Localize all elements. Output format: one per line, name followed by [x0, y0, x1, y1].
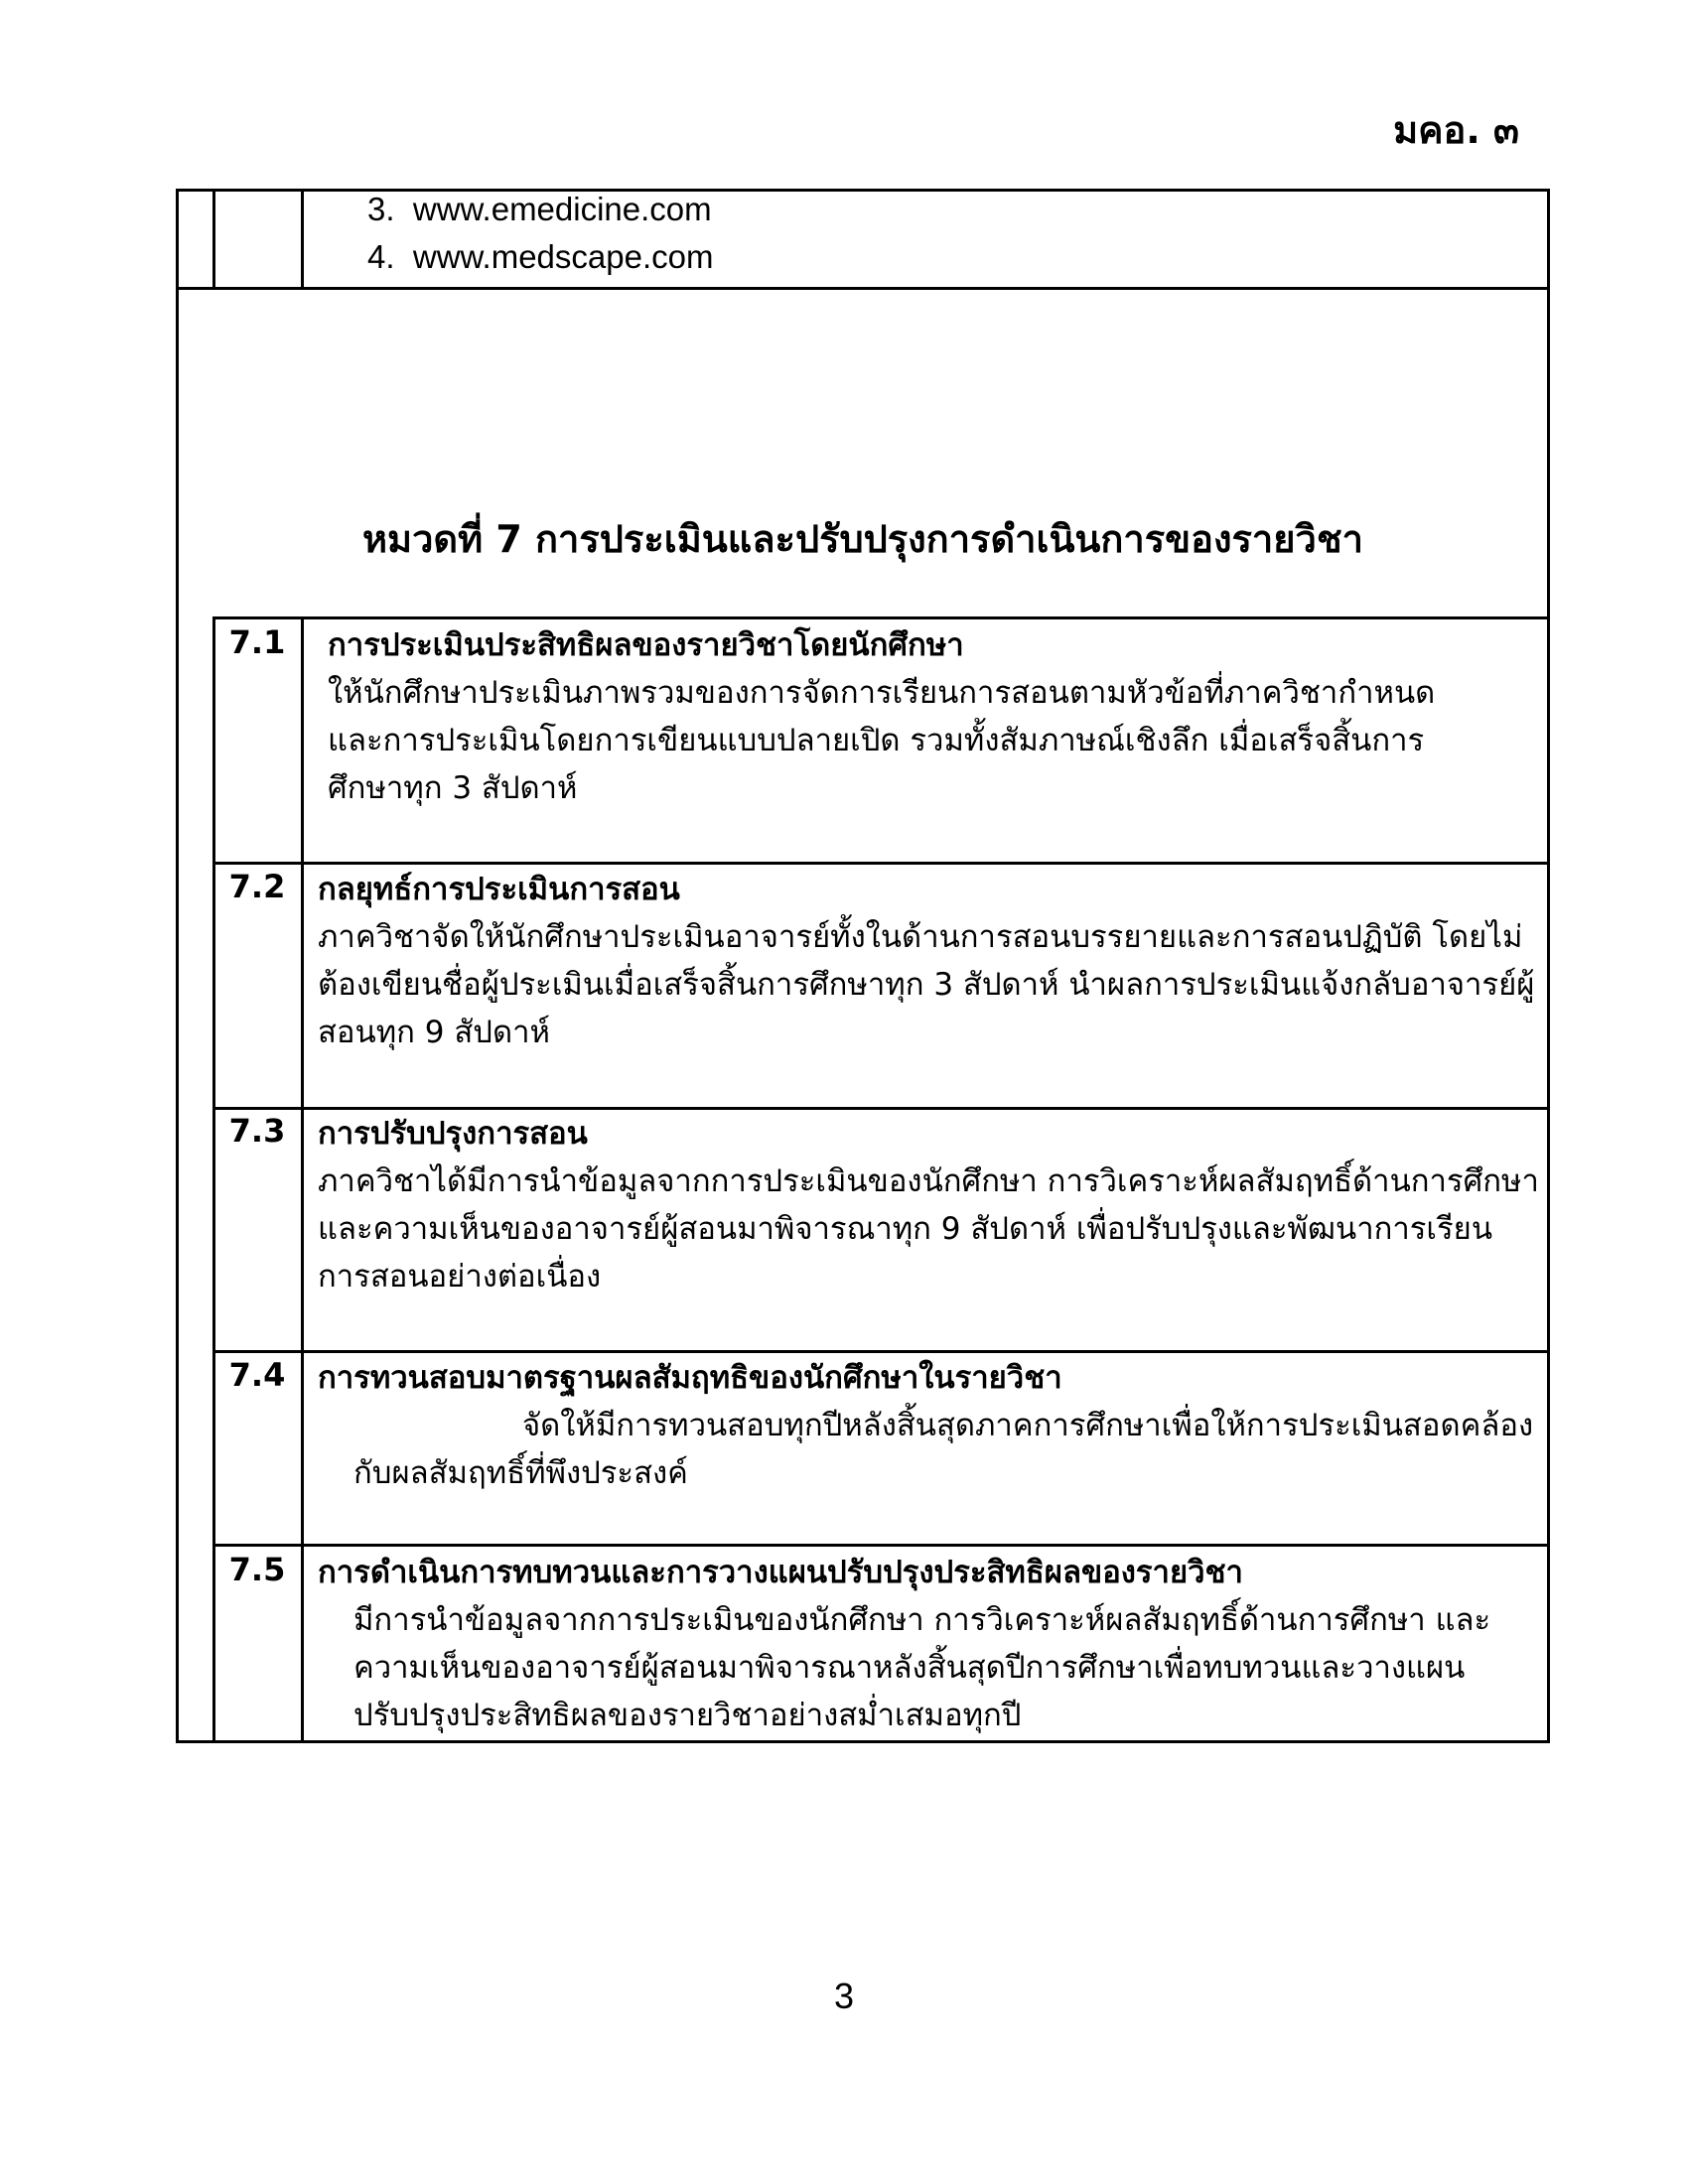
table-bottom-border	[176, 1740, 1550, 1743]
table-right-border	[1547, 189, 1550, 1743]
header-code: มคอ. ๓	[1393, 108, 1519, 152]
ref-block-bottom	[176, 287, 1550, 290]
reference-item: 3. www.emedicine.com	[367, 191, 712, 227]
ref-col-divider-1	[212, 189, 215, 288]
section-7-2	[318, 866, 1541, 1056]
section-title: การปรับปรุงการสอน	[318, 1116, 588, 1152]
section-body: ให้นักศึกษาประเมินภาพรวมของการจัดการเรียนการสอนตามหัวข้อที่ภาควิชากำหนด และการประเมินโดยการเขียนแบบปลายเปิด รวมทั้งสัมภาษณ์เชิงลึก เมื่อเสร็จสิ้นการศึกษาทุก 3 สัปดาห์	[328, 675, 1436, 806]
section-body: จัดให้มีการทวนสอบทุกปีหลังสิ้นสุดภาคการศึกษาเพื่อให้การประเมินสอดคล้องกับผลสัมฤทธิ์ที่พึงประสงค์	[353, 1408, 1534, 1491]
sections-top	[212, 616, 1550, 619]
section-7-4	[318, 1354, 1541, 1497]
section-number: 7.3	[228, 1112, 286, 1150]
reference-item: 4. www.medscape.com	[367, 238, 714, 275]
section-title: การประเมินประสิทธิผลของรายวิชาโดยนักศึกษา	[328, 627, 964, 663]
section-number: 7.4	[228, 1356, 286, 1394]
section-body: ภาควิชาได้มีการนำข้อมูลจากการประเมินของนักศึกษา การวิเคราะห์ผลสัมฤทธิ์ด้านการศึกษา และความเห็นของอาจารย์ผู้สอนมาพิจารณาทุก 9 สัปดาห์ เพื่อปรับปรุงและพัฒนาการเรียนการสอนอย่างต่อเนื่อง	[318, 1163, 1539, 1295]
section-title: กลยุทธ์การประเมินการสอน	[318, 872, 680, 907]
section-7-1	[328, 621, 1499, 812]
section-number: 7.2	[228, 868, 286, 905]
reference-link[interactable]: www.medscape.com	[412, 238, 714, 275]
section-col-divider-2	[301, 617, 304, 1743]
chapter-title: หมวดที่ 7 การประเมินและปรับปรุงการดำเนินการของรายวิชา	[361, 517, 1363, 561]
section-divider-4	[212, 1544, 1550, 1547]
section-number: 7.1	[228, 623, 286, 661]
section-divider-1	[212, 862, 1550, 865]
page-number: 3	[833, 1976, 855, 2016]
ref-col-divider-2	[301, 189, 304, 288]
section-body: ภาควิชาจัดให้นักศึกษาประเมินอาจารย์ทั้งในด้านการสอนบรรยายและการสอนปฏิบัติ โดยไม่ต้องเขียนชื่อผู้ประเมินเมื่อเสร็จสิ้นการศึกษาทุก 3 สัปดาห์ นำผลการประเมินแจ้งกลับอาจารย์ผู้สอนทุก 9 สัปดาห์	[318, 919, 1535, 1050]
table-left-border	[176, 189, 179, 1743]
reference-link[interactable]: www.emedicine.com	[412, 191, 712, 227]
section-title: การทวนสอบมาตรฐานผลสัมฤทธิของนักศึกษาในรายวิชา	[318, 1360, 1062, 1396]
section-title: การดำเนินการทบทวนและการวางแผนปรับปรุงประสิทธิผลของรายวิชา	[318, 1555, 1243, 1590]
section-number: 7.5	[228, 1551, 286, 1588]
section-7-3	[318, 1110, 1541, 1300]
section-divider-3	[212, 1350, 1550, 1353]
section-body: มีการนำข้อมูลจากการประเมินของนักศึกษา การวิเคราะห์ผลสัมฤทธิ์ด้านการศึกษา และความเห็นของอาจารย์ผู้สอนมาพิจารณาหลังสิ้นสุดปีการศึกษาเพื่อทบทวนและวางแผนปรับปรุงประสิทธิผลของรายวิชาอย่างสม่ำเสมอทุกปี	[353, 1602, 1491, 1733]
section-7-5	[318, 1549, 1541, 1739]
